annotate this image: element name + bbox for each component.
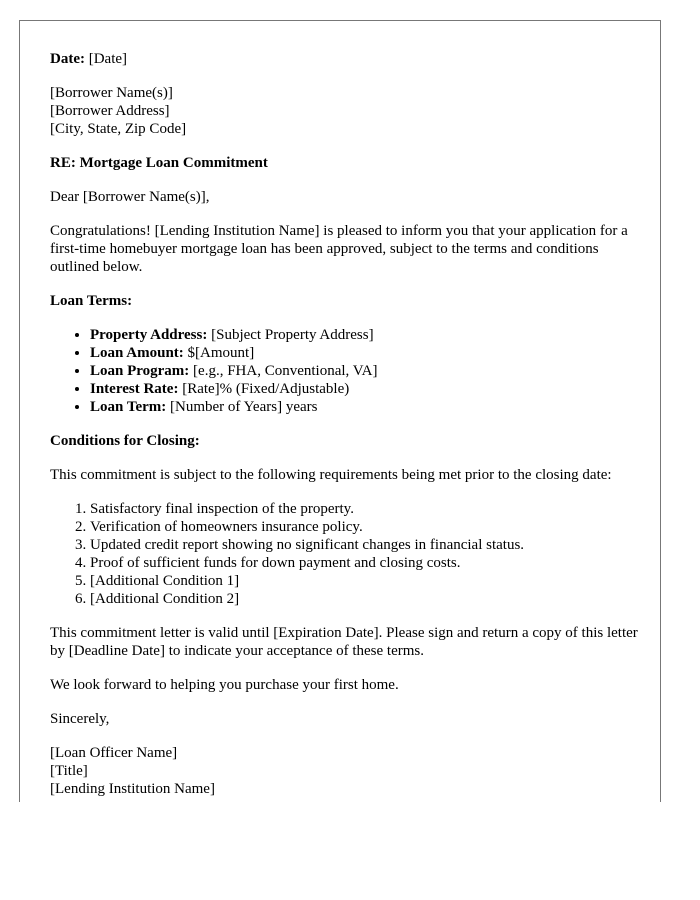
conditions-heading (50, 432, 640, 450)
loan-term-value: $[Amount] (187, 345, 255, 361)
conditions-intro: This commitment is subject to the following requirements being met prior to the closing date: (50, 467, 612, 483)
subject-text: RE: Mortgage Loan Commitment (50, 155, 268, 171)
condition-item: 1. Satisfactory final inspection of the property. (90, 500, 640, 518)
recipient-address (50, 84, 640, 138)
conditions-list (50, 500, 640, 608)
condition-item: 3. Updated credit report showing no significant changes in financial status. (90, 536, 640, 554)
condition-item: 2. Verification of homeowners insurance policy. (90, 518, 640, 536)
loan-term-value: [Number of Years] years (170, 399, 318, 415)
sign-off: Sincerely, (50, 711, 110, 727)
date-label: Date: (50, 51, 85, 67)
loan-officer-name: [Loan Officer Name] (50, 745, 178, 761)
loan-term-item (90, 380, 640, 398)
date-line (50, 50, 640, 68)
condition-item: 6. [Additional Condition 2] (90, 590, 640, 608)
borrower-name: [Borrower Name(s)] (50, 85, 173, 101)
loan-term-value: [Subject Property Address] (211, 327, 374, 343)
intro-paragraph: Congratulations! [Lending Institution Name] is pleased to inform you that your application for a first-time homebuyer mortgage loan has been approved, subject to the terms and conditions outlined below. (50, 223, 628, 275)
conditions-heading-text: Conditions for Closing: (50, 433, 200, 449)
subject-line (50, 154, 640, 172)
letter-body (50, 50, 640, 802)
loan-terms-heading-text: Loan Terms: (50, 293, 133, 309)
loan-term-item (90, 398, 640, 416)
loan-term-label: Property Address: (90, 327, 208, 343)
loan-term-item (90, 344, 640, 362)
date-value: [Date] (88, 51, 128, 67)
loan-term-value: [Rate]% (Fixed/Adjustable) (182, 381, 350, 397)
loan-terms-heading (50, 292, 640, 310)
loan-term-label: Interest Rate: (90, 381, 179, 397)
lending-institution-name: [Lending Institution Name] (50, 781, 215, 797)
loan-officer-title: [Title] (50, 763, 88, 779)
letter-page (19, 20, 661, 802)
loan-term-item (90, 362, 640, 380)
loan-term-label: Loan Amount: (90, 345, 184, 361)
borrower-city-state-zip: [City, State, Zip Code] (50, 121, 187, 137)
validity-paragraph: This commitment letter is valid until [Expiration Date]. Please sign and return a copy of this letter by [Deadline Date] to indicate your acceptance of these terms. (50, 625, 638, 659)
signature-block (50, 744, 640, 798)
loan-term-value: [e.g., FHA, Conventional, VA] (193, 363, 378, 379)
loan-term-label: Loan Program: (90, 363, 190, 379)
condition-item: 5. [Additional Condition 1] (90, 572, 640, 590)
borrower-address: [Borrower Address] (50, 103, 170, 119)
closing-remark: We look forward to helping you purchase your first home. (50, 677, 399, 693)
loan-term-item (90, 326, 640, 344)
loan-terms-list (50, 326, 640, 416)
loan-term-label: Loan Term: (90, 399, 167, 415)
condition-item: 4. Proof of sufficient funds for down payment and closing costs. (90, 554, 640, 572)
salutation: Dear [Borrower Name(s)], (50, 189, 210, 205)
